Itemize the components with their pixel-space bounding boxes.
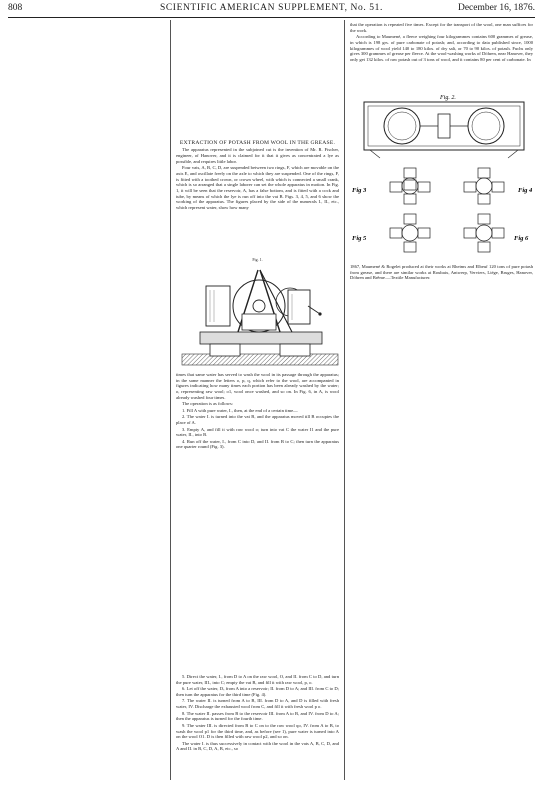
step-item: 1. Fill A with pure water, I., then, at the end of a certain time— bbox=[182, 407, 298, 413]
issue-date: December 16, 1876. bbox=[457, 3, 535, 13]
column-divider bbox=[344, 20, 345, 780]
fig2-label: Fig. 2. bbox=[440, 95, 456, 101]
page-header bbox=[8, 3, 535, 17]
article-middle-column bbox=[176, 140, 339, 212]
paragraph: According to Maumené, a fleece weighing four kilogrammes contains 600 grammes of grease, in which is 198 grs. of pure carbonate of potash; and, according to data published since, 1000 kilogrammes of wool yield 140 to 180 kilos. of dry salt, or 70 to 90 kilos. of potash. Fuchs only gives 300 grammes of grease per fleece. At the wool-washing works of Döhren, near Hanover, they only get 132 kilos. of raw potash out of 3 tons of wool, and it contains 80 per cent of carbonate. In bbox=[350, 34, 533, 63]
paragraph: Four vats, A, B, C, D, are suspended between two rings, F, which are movable on the axis E, and oscillate freely on the axle to which they are suspended. One of the rings, F, is fitted with a toothed crown, or crown wheel, with which is connected a small crank, which is so arranged that a single laborer can set the whole apparatus in motion. In Fig. 1, it will be seen that the reservoir, A, has a false bottom, and is fitted with a cock and tube, by means of which the lye is run off into the vat B. Figs. 3, 4, 5, and 6 show the working of the apparatus. The figures placed by the side of the numerals I., II., etc., which represent water, show how many bbox=[176, 165, 339, 211]
paragraph: The operation is as follows: bbox=[182, 401, 234, 407]
article-middle-column-bottom bbox=[176, 674, 339, 753]
fig1-apparatus-drawing bbox=[180, 262, 340, 367]
article-heading: EXTRACTION OF POTASH FROM WOOL IN THE GREASE. bbox=[179, 140, 336, 146]
step-item: 3. Empty A, and fill it with raw wool o; turn into vat C the water I1 and the pure water, II., into B. bbox=[176, 426, 339, 438]
paragraph: The apparatus represented in the subjoined cut is the invention of Mr. R. Fischer, engineer, of Hanover, and it is claimed for it that it gives as concentrated a lye as possible, and requires little labor. bbox=[176, 147, 339, 164]
step-item: The water I. is thus successively in contact with the wool in the vats A, B, C, D, and A and II. in B, C, D, A, B, etc., so bbox=[176, 740, 339, 752]
page-number: 808 bbox=[8, 3, 23, 13]
step-item: 9. The water III. is directed from B to C on to the raw wool qo, IV. from A to B, to wash the wool p1 for the third time, and, as before (see 1), pure water is turned into A on the wool O1. D is then filled with raw wool p2, and so on. bbox=[176, 722, 339, 740]
fig3-label: Fig 3 bbox=[352, 187, 367, 194]
step-item: 2. The water I. is turned into the vat B, and the apparatus moved till B occupies the place of A. bbox=[176, 414, 339, 426]
figs-2-6-drawing bbox=[350, 92, 536, 254]
fig6-label: Fig 6 bbox=[514, 235, 529, 242]
step-item: 5. Direct the water, I., from D to A on the raw wool, O, and II. from C to D, and turn the pure water, III., into C; empty the vat B, and fill it with raw wool, p, o. bbox=[176, 674, 339, 685]
publication-title: SCIENTIFIC AMERICAN SUPPLEMENT, No. 51. bbox=[159, 3, 383, 13]
fig5-label: Fig 5 bbox=[352, 235, 367, 242]
article-middle-column-continued bbox=[176, 372, 339, 451]
column-divider bbox=[170, 20, 171, 780]
step-item: 6. Let off the water, I3, from A into a reservoir; II. from D to A; and III. from C to D; then turn the apparatus for the third time (Fig. 4). bbox=[176, 686, 339, 697]
figure-label: Fig. 1. bbox=[252, 257, 263, 262]
article-right-column bbox=[350, 22, 533, 64]
fig4-label: Fig 4 bbox=[518, 187, 533, 194]
paragraph: that the operation is repeated five times. Except for the transport of the wool, one man suffices for the work. bbox=[350, 22, 533, 33]
step-item: 4. Run off the water, I., from C into D, and II. from B to C; then turn the apparatus one quarter round (Fig. 3). bbox=[176, 438, 339, 450]
paragraph: times that same water has served to wash the wool in its passage through the apparatus; in the same manner the letters o, p, q, which refer to the wool, are accompanied in figures indicating how many times each portion has been already washed by the water; o, representing raw wool; o1, wool once washed, and so on. In Fig. 6, in A, is wool already washed four times. bbox=[176, 372, 339, 400]
paragraph: 1867, Maumené & Rogelet produced at their works at Rheims and Elbeuf 120 tons of pure potash from grease, and there are similar works at Roubaix, Antwerp, Verviers, Liége, Bruges, Hanover, Döhren and Brême.—Textile Manufacturer. bbox=[350, 264, 533, 281]
step-item: 8. The water II. passes from B to the reservoir III. from A to B, and IV. from D to A; then the apparatus is turned for the fourth time. bbox=[176, 710, 339, 722]
header-rule bbox=[8, 17, 535, 18]
step-item: 7. The water II. is turned from A to B, III. from D to A, and D is filled with fresh water, IV. Discharge the exhausted wool from C, and fill it with fresh wool p o. bbox=[176, 698, 339, 710]
article-right-column-continued bbox=[350, 264, 533, 282]
